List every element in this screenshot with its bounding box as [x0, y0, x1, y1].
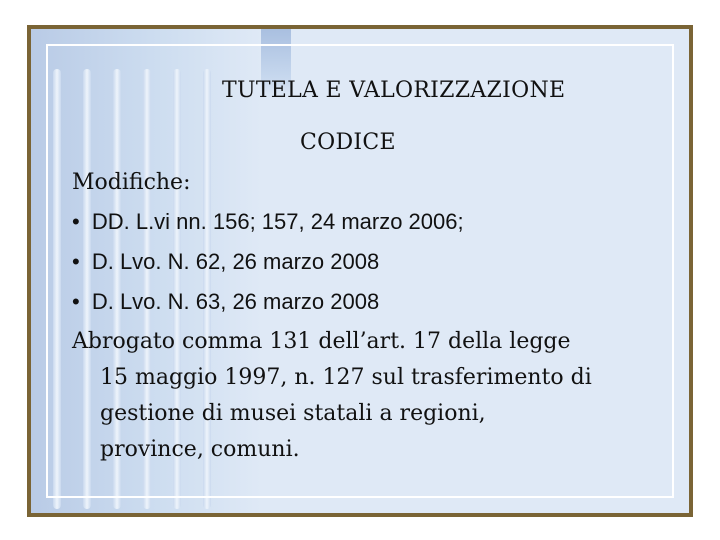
- paragraph-line-1: Abrogato comma 131 dell’art. 17 della legge: [72, 329, 571, 354]
- paragraph-line-2: 15 maggio 1997, n. 127 sul trasferimento di: [100, 365, 592, 390]
- paragraph-line-4: province, comuni.: [100, 437, 300, 462]
- bullet-item-2: [72, 251, 379, 273]
- bullet-marker: •: [72, 249, 80, 274]
- bullet-item-1: [72, 211, 464, 233]
- bullet-suffix: ;: [457, 209, 464, 234]
- bullet-item-3: [72, 291, 379, 313]
- paragraph-line-3: gestione di musei statali a regioni,: [100, 401, 486, 426]
- bullet-text: DD. L.vi nn. 156; 157, 24 marzo 2006: [91, 209, 458, 234]
- border-line-right: [672, 44, 674, 498]
- border-line-bottom: [46, 496, 674, 498]
- bullet-marker: •: [72, 209, 80, 234]
- border-line-top: [46, 44, 674, 46]
- intro-label: Modifiche:: [72, 170, 191, 195]
- bullet-text: D. Lvo. N. 62, 26 marzo 2008: [91, 249, 380, 274]
- bullet-marker: •: [72, 289, 80, 314]
- border-line-left: [46, 44, 48, 498]
- slide-title-line2: CODICE: [300, 130, 396, 155]
- slide-title-line1: TUTELA E VALORIZZAZIONE: [222, 78, 566, 103]
- bullet-text: D. Lvo. N. 63, 26 marzo 2008: [91, 289, 380, 314]
